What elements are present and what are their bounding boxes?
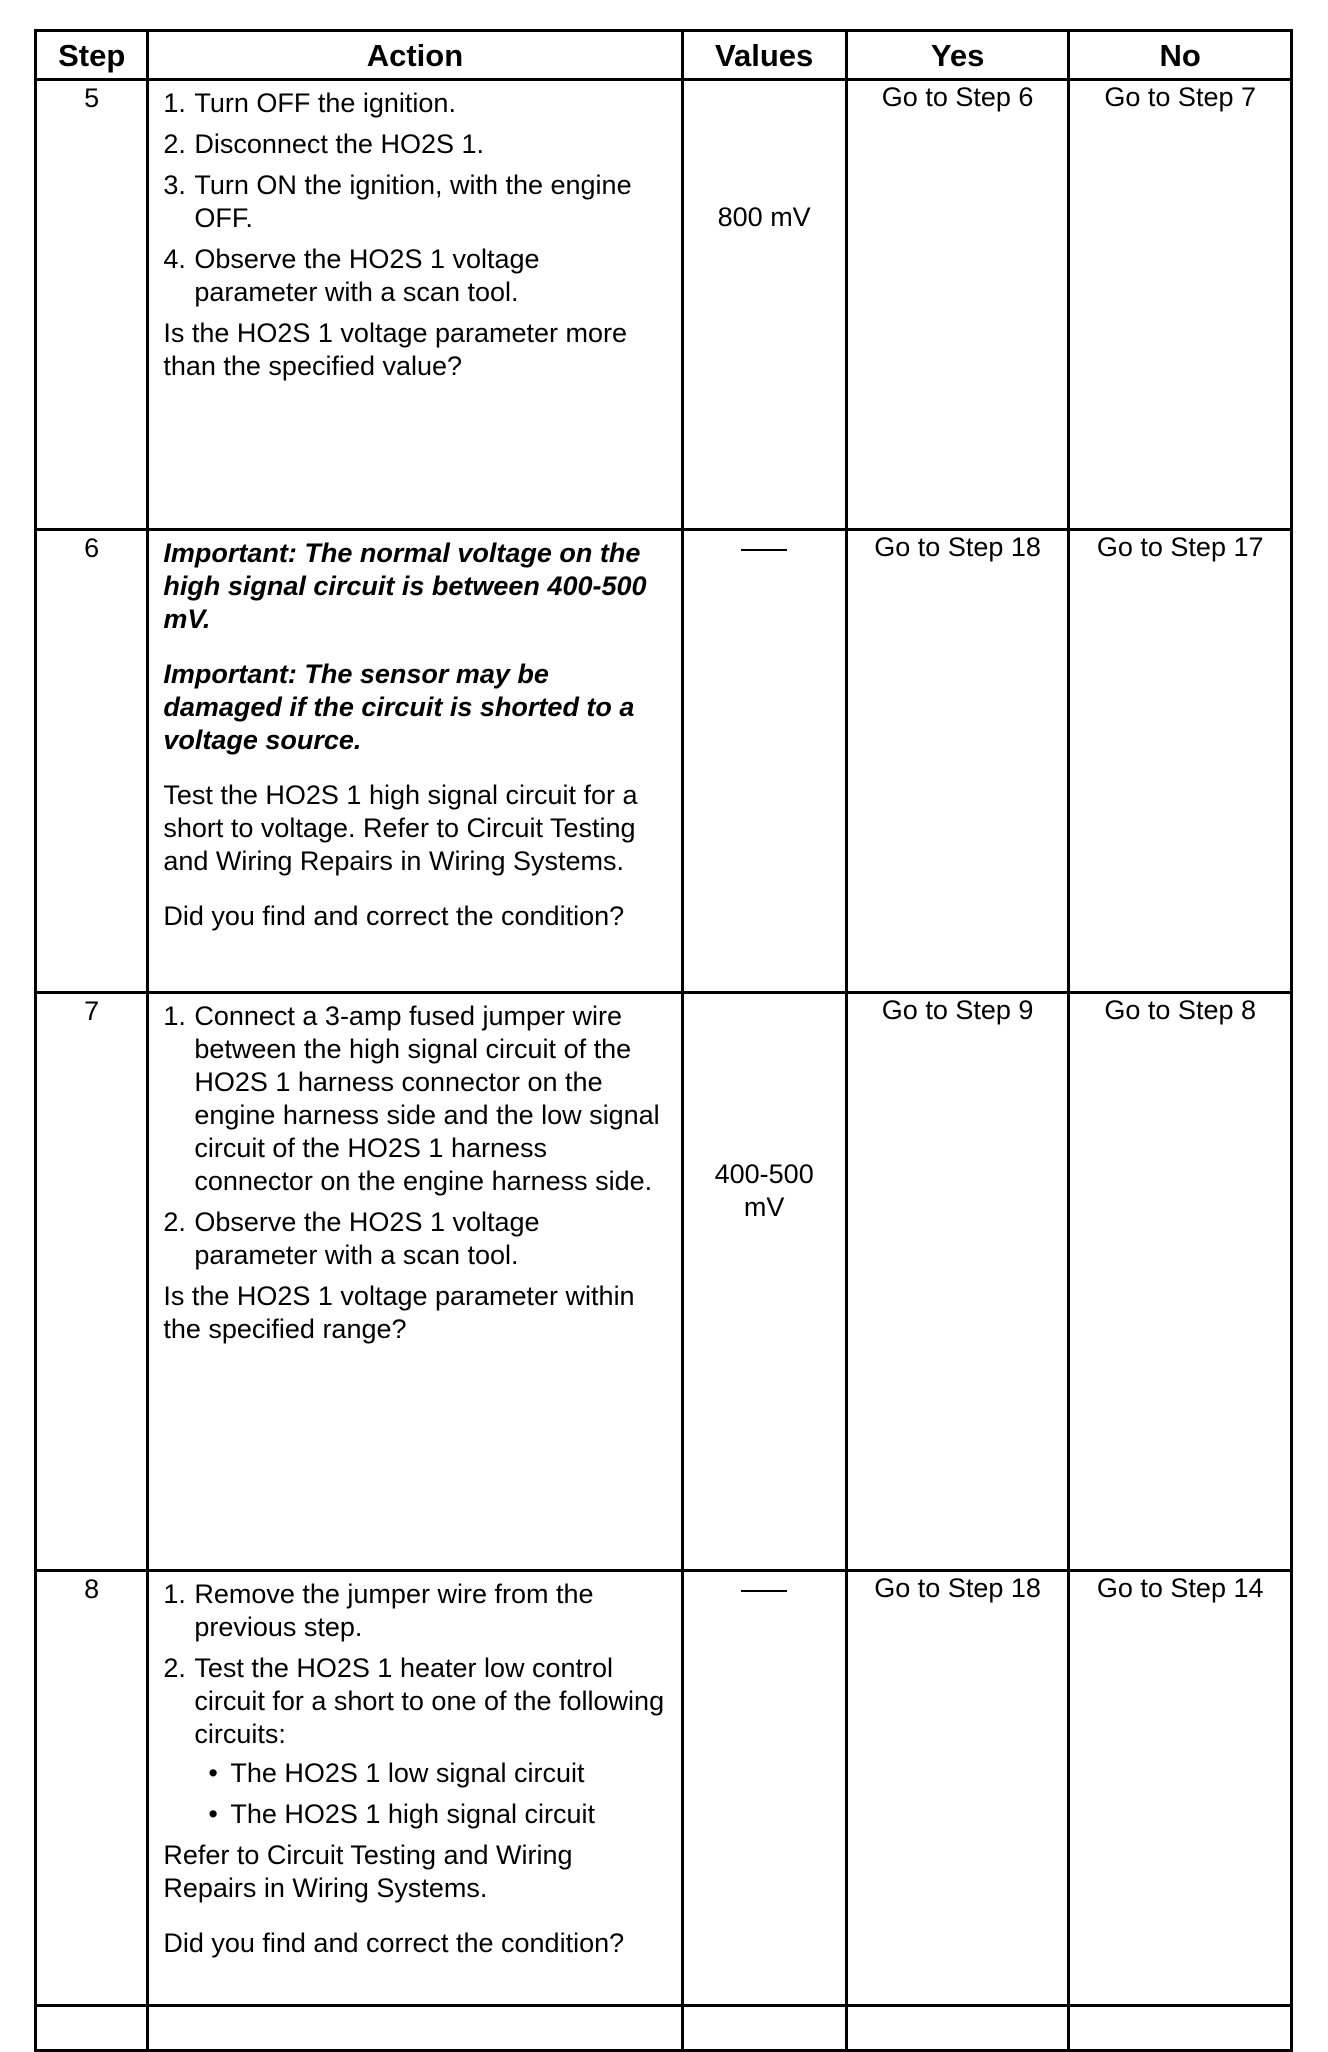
action-step: 2. Observe the HO2S 1 voltage parameter with a scan tool.: [163, 1207, 540, 1270]
header-yes: Yes: [846, 31, 1069, 80]
step-number: 6: [36, 530, 148, 993]
action-question: Is the HO2S 1 voltage parameter more than the specified value?: [163, 318, 628, 381]
action-steps: [163, 1578, 666, 1831]
action-refer: Refer to Circuit Testing and Wiring Repairs in Wiring Systems.: [163, 1840, 573, 1903]
action-step: 2. Disconnect the HO2S 1.: [163, 129, 484, 159]
table-row-continued: [36, 2006, 1292, 2051]
value-text: 400-500 mV: [714, 1159, 814, 1222]
diagnostic-table-page: [34, 29, 1293, 1958]
diagnostic-table: [34, 29, 1293, 2052]
continued-cell: [36, 2006, 148, 2051]
important-note: Important: The sensor may be damaged if the circuit is shorted to a voltage source.: [163, 659, 635, 755]
no-cell: Go to Step 17: [1069, 530, 1292, 993]
bullet-icon: •: [208, 1758, 218, 1788]
action-steps: [163, 1000, 666, 1272]
empty-value-dash: [741, 549, 787, 551]
action-cell: [148, 530, 682, 993]
value-cell: [682, 530, 846, 993]
action-cell: [148, 80, 682, 530]
no-cell: Go to Step 7: [1069, 80, 1292, 530]
action-instruction: Test the HO2S 1 high signal circuit for a short to voltage. Refer to Circuit Testing and Wiring Repairs in Wiring Systems.: [163, 780, 638, 876]
value-text: 800 mV: [717, 202, 811, 232]
table-row-step-8: [36, 1571, 1292, 2006]
list-item: • The HO2S 1 low signal circuit: [208, 1758, 585, 1788]
step-number: 8: [36, 1571, 148, 2006]
value-cell: [682, 80, 846, 530]
action-cell: [148, 993, 682, 1571]
continued-cell: [148, 2006, 682, 2051]
table-row-step-7: [36, 993, 1292, 1571]
action-question: Did you find and correct the condition?: [163, 1928, 625, 1958]
header-step: Step: [36, 31, 148, 80]
yes-cell: Go to Step 18: [846, 1571, 1069, 2006]
value-cell: [682, 1571, 846, 2006]
table-row-step-6: [36, 530, 1292, 993]
important-note: Important: The normal voltage on the high signal circuit is between 400-500 mV.: [163, 538, 647, 634]
list-item: • The HO2S 1 high signal circuit: [208, 1799, 596, 1829]
header-action: Action: [148, 31, 682, 80]
header-no: No: [1069, 31, 1292, 80]
no-cell: Go to Step 8: [1069, 993, 1292, 1571]
step-number: 5: [36, 80, 148, 530]
action-step: 2. Test the HO2S 1 heater low control circuit for a short to one of the following circuits: • The HO2S 1 low signal circuit • The HO2S 1 high signal circuit: [163, 1652, 666, 1831]
action-question: Is the HO2S 1 voltage parameter within the specified range?: [163, 1281, 635, 1344]
continued-cell: [682, 2006, 846, 2051]
action-steps: [163, 87, 666, 309]
action-step: 4. Observe the HO2S 1 voltage parameter with a scan tool.: [163, 244, 540, 307]
header-values: Values: [682, 31, 846, 80]
continued-cell: [846, 2006, 1069, 2051]
action-cell: [148, 1571, 682, 2006]
table-row-step-5: [36, 80, 1292, 530]
action-step: 1. Remove the jumper wire from the previous step.: [163, 1579, 594, 1642]
continued-cell: [1069, 2006, 1292, 2051]
value-cell: [682, 993, 846, 1571]
action-step: 1. Connect a 3-amp fused jumper wire between the high signal circuit of the HO2S 1 harness connector on the engine harness side and the low signal circuit of the HO2S 1 harness connector on the engine harness side.: [163, 1001, 660, 1196]
yes-cell: Go to Step 6: [846, 80, 1069, 530]
yes-cell: Go to Step 18: [846, 530, 1069, 993]
yes-cell: Go to Step 9: [846, 993, 1069, 1571]
action-step: 3. Turn ON the ignition, with the engine OFF.: [163, 170, 632, 233]
no-cell: Go to Step 14: [1069, 1571, 1292, 2006]
bullet-icon: •: [208, 1799, 218, 1829]
step-number: 7: [36, 993, 148, 1571]
action-step: 1. Turn OFF the ignition.: [163, 88, 456, 118]
action-question: Did you find and correct the condition?: [163, 901, 625, 931]
empty-value-dash: [741, 1590, 787, 1592]
header-row: [36, 31, 1292, 80]
circuit-list: [194, 1757, 666, 1831]
